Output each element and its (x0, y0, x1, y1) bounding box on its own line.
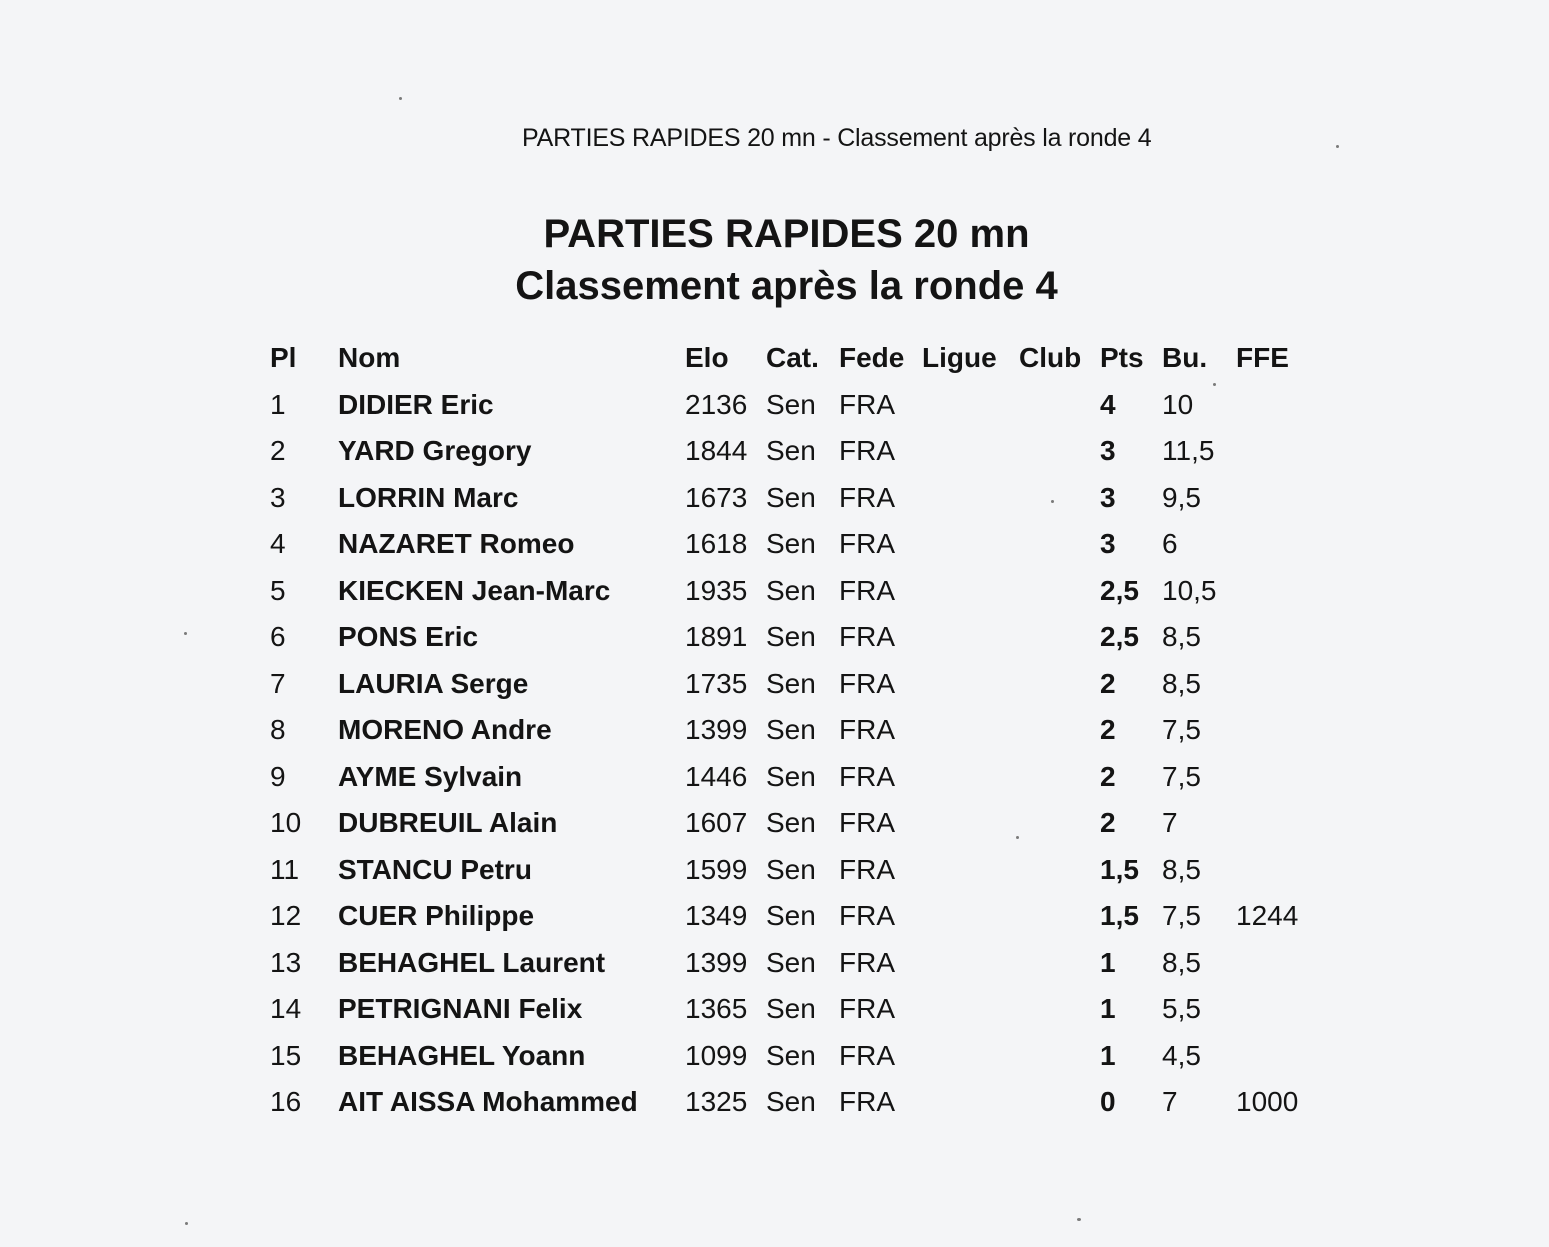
cell-nom: LAURIA Serge (338, 667, 529, 699)
cell-nom: NAZARET Romeo (338, 528, 575, 559)
cell-pl: 14 (270, 993, 302, 1024)
scan-speck (185, 1222, 188, 1225)
column-header-club: Club (1019, 342, 1082, 373)
cell-pts: 3 (1100, 528, 1116, 559)
cell-pl: 10 (270, 807, 302, 838)
cell-pts: 4 (1100, 388, 1116, 420)
cell-fede: FRA (839, 481, 895, 513)
cell-pl: 6 (270, 621, 286, 652)
cell-bu: 6 (1162, 528, 1178, 559)
column-header-nom: Nom (338, 342, 401, 373)
cell-pts: 2,5 (1100, 574, 1139, 606)
cell-pts: 1,5 (1100, 853, 1139, 885)
cell-bu: 11,5 (1162, 435, 1215, 466)
cell-pts: 2,5 (1100, 621, 1139, 652)
scan-speck (1051, 500, 1054, 503)
cell-pl: 9 (270, 760, 286, 792)
cell-nom: PONS Eric (338, 621, 479, 652)
cell-pts: 2 (1100, 760, 1116, 792)
cell-pl: 8 (270, 714, 286, 745)
cell-bu: 8,5 (1162, 946, 1201, 978)
cell-nom: YARD Gregory (338, 435, 532, 466)
cell-fede: FRA (839, 993, 895, 1024)
cell-nom: AIT AISSA Mohammed (338, 1086, 638, 1117)
cell-fede: FRA (839, 807, 895, 838)
cell-nom: LORRIN Marc (338, 481, 519, 513)
cell-pts: 1 (1100, 946, 1116, 978)
cell-bu: 8,5 (1162, 621, 1201, 652)
cell-nom: CUER Philippe (338, 900, 535, 931)
table-row (0, 852, 1549, 899)
cell-bu: 5,5 (1162, 993, 1201, 1024)
table-row (0, 712, 1549, 759)
cell-cat: Sen (766, 574, 816, 606)
cell-cat: Sen (766, 760, 816, 792)
standings-table (0, 340, 1549, 1131)
cell-nom: KIECKEN Jean-Marc (338, 574, 611, 606)
cell-nom: DIDIER Eric (338, 388, 494, 420)
table-row (0, 945, 1549, 992)
cell-pl: 1 (270, 388, 286, 420)
cell-nom: BEHAGHEL Laurent (338, 946, 606, 978)
cell-cat: Sen (766, 528, 816, 559)
cell-pl: 3 (270, 481, 286, 513)
table-row (0, 619, 1549, 666)
table-row (0, 573, 1549, 620)
cell-elo: 1325 (685, 1086, 748, 1117)
cell-cat: Sen (766, 435, 816, 466)
cell-fede: FRA (839, 946, 895, 978)
cell-fede: FRA (839, 435, 895, 466)
cell-pl: 11 (270, 853, 300, 885)
cell-fede: FRA (839, 1086, 895, 1117)
cell-nom: AYME Sylvain (338, 760, 523, 792)
cell-pl: 4 (270, 528, 286, 559)
cell-pl: 13 (270, 946, 302, 978)
cell-pts: 0 (1100, 1086, 1116, 1117)
cell-pl: 7 (270, 667, 286, 699)
cell-cat: Sen (766, 993, 816, 1024)
cell-elo: 1618 (685, 528, 748, 559)
cell-cat: Sen (766, 1039, 816, 1071)
table-row (0, 759, 1549, 806)
cell-fede: FRA (839, 853, 895, 885)
cell-pts: 2 (1100, 667, 1116, 699)
cell-elo: 1735 (685, 667, 748, 699)
cell-pl: 16 (270, 1086, 302, 1117)
cell-elo: 1399 (685, 946, 748, 978)
cell-bu: 8,5 (1162, 667, 1201, 699)
cell-bu: 7,5 (1162, 760, 1201, 792)
cell-cat: Sen (766, 900, 816, 931)
cell-elo: 1891 (685, 621, 748, 652)
table-row (0, 526, 1549, 573)
cell-cat: Sen (766, 621, 816, 652)
cell-pts: 1 (1100, 993, 1116, 1024)
cell-elo: 1844 (685, 435, 748, 466)
table-body (0, 387, 1549, 1131)
scan-speck (399, 97, 402, 100)
table-row (0, 805, 1549, 852)
cell-pts: 1 (1100, 1039, 1116, 1071)
column-header-elo: Elo (685, 342, 729, 373)
cell-bu: 10,5 (1162, 574, 1217, 606)
running-header: PARTIES RAPIDES 20 mn - Classement après la ronde 4 (522, 124, 1152, 152)
cell-elo: 1399 (685, 714, 748, 745)
cell-elo: 1599 (685, 853, 748, 885)
cell-fede: FRA (839, 760, 895, 792)
cell-fede: FRA (839, 714, 895, 745)
cell-elo: 2136 (685, 388, 748, 420)
cell-bu: 9,5 (1162, 481, 1201, 513)
scan-speck (1077, 1218, 1081, 1221)
table-row (0, 1084, 1549, 1131)
column-header-ffe: FFE (1236, 342, 1289, 373)
column-header-cat: Cat. (766, 342, 819, 373)
cell-cat: Sen (766, 1086, 816, 1117)
cell-nom: STANCU Petru (338, 853, 532, 885)
cell-bu: 4,5 (1162, 1039, 1201, 1071)
table-header-row (0, 340, 1549, 387)
cell-elo: 1673 (685, 481, 748, 513)
cell-fede: FRA (839, 574, 895, 606)
cell-cat: Sen (766, 807, 816, 838)
scan-speck (184, 632, 187, 635)
table-row (0, 433, 1549, 480)
table-row (0, 898, 1549, 945)
cell-elo: 1446 (685, 760, 748, 792)
cell-elo: 1607 (685, 807, 748, 838)
cell-pts: 2 (1100, 807, 1116, 838)
cell-nom: PETRIGNANI Felix (338, 993, 583, 1024)
column-header-ligue: Ligue (922, 342, 997, 373)
scan-speck (1213, 383, 1216, 386)
column-header-fede: Fede (839, 342, 905, 373)
cell-pts: 3 (1100, 481, 1116, 513)
cell-bu: 7,5 (1162, 714, 1201, 745)
cell-fede: FRA (839, 900, 895, 931)
cell-elo: 1365 (685, 993, 748, 1024)
cell-fede: FRA (839, 667, 895, 699)
page-title: PARTIES RAPIDES 20 mn (543, 212, 1030, 256)
cell-ffe: 1000 (1236, 1086, 1299, 1117)
cell-bu: 7 (1162, 1086, 1178, 1117)
cell-pl: 2 (270, 435, 286, 466)
column-header-pts: Pts (1100, 342, 1144, 373)
cell-ffe: 1244 (1236, 900, 1299, 931)
cell-fede: FRA (839, 621, 895, 652)
cell-elo: 1935 (685, 574, 748, 606)
cell-elo: 1099 (685, 1039, 748, 1071)
table-row (0, 666, 1549, 713)
cell-nom: DUBREUIL Alain (338, 807, 558, 838)
scan-speck (1016, 836, 1019, 839)
cell-pts: 3 (1100, 435, 1116, 466)
cell-cat: Sen (766, 714, 816, 745)
cell-bu: 8,5 (1162, 853, 1201, 885)
scan-speck (1336, 145, 1339, 148)
cell-cat: Sen (766, 667, 816, 699)
column-header-pl: Pl (270, 342, 297, 373)
table-row (0, 991, 1549, 1038)
column-header-bu: Bu. (1162, 342, 1208, 373)
cell-bu: 7,5 (1162, 900, 1201, 931)
cell-cat: Sen (766, 946, 816, 978)
page-subtitle: Classement après la ronde 4 (515, 264, 1058, 308)
cell-cat: Sen (766, 388, 816, 420)
cell-bu: 10 (1162, 388, 1194, 420)
table-row (0, 1038, 1549, 1085)
cell-pts: 1,5 (1100, 900, 1139, 931)
table-row (0, 480, 1549, 527)
table-row (0, 387, 1549, 434)
cell-cat: Sen (766, 853, 816, 885)
cell-fede: FRA (839, 388, 895, 420)
cell-pl: 12 (270, 900, 302, 931)
cell-fede: FRA (839, 1039, 895, 1071)
cell-nom: BEHAGHEL Yoann (338, 1039, 586, 1071)
cell-nom: MORENO Andre (338, 714, 552, 745)
cell-pl: 15 (270, 1039, 302, 1071)
cell-cat: Sen (766, 481, 816, 513)
cell-elo: 1349 (685, 900, 748, 931)
cell-fede: FRA (839, 528, 895, 559)
cell-pl: 5 (270, 574, 286, 606)
cell-bu: 7 (1162, 807, 1178, 838)
cell-pts: 2 (1100, 714, 1116, 745)
